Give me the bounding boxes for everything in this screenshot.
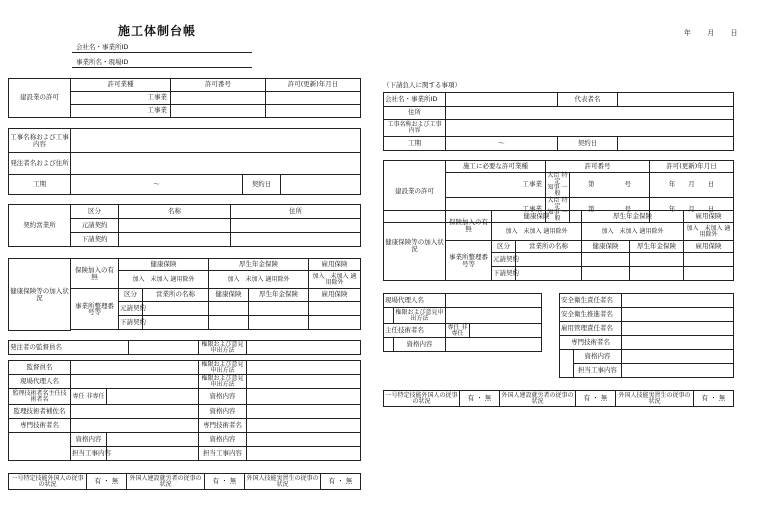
sub-address-field[interactable] (446, 107, 734, 120)
safety-promoter-label: 安全衛生推進者名 (560, 308, 622, 322)
sub-permit-row2-suffix[interactable]: 工事業 (446, 198, 546, 223)
sub-specialist-qualification-label: 資格内容 (574, 350, 622, 364)
governor-label: 知事 一般 (547, 184, 568, 197)
safety-manager-field[interactable] (622, 294, 734, 308)
sub-permit-date-header: 許可(更新)年月日 (650, 161, 734, 173)
sub-ins-health-header: 健康保険 (582, 241, 630, 253)
sub-chief-engineer-field[interactable] (470, 324, 542, 338)
sub-ins-row2-health[interactable] (582, 267, 630, 281)
sub-permit-row1-date[interactable]: 年 月 日 (650, 173, 734, 198)
sub-ins-row2-label: 下請契約 (492, 267, 516, 281)
sub-work-label: 工事名称および工事内容 (384, 120, 446, 137)
ins-employment-col-header: 雇用保険 (309, 289, 361, 302)
supervisor-name-label: 監督員名 (9, 361, 71, 375)
permit-row2-suffix[interactable]: 工事業 (71, 105, 171, 118)
employment-manager-field[interactable] (622, 322, 734, 336)
assistant-field[interactable] (71, 405, 199, 419)
sub-insurance-table (383, 210, 734, 281)
foreign-construction-toggle[interactable]: 有 ・ 無 (205, 474, 245, 490)
subcontractor-heading: （下請負人に関する事項） (383, 81, 461, 89)
sub-office-no-label: 事業所整理番号等 (446, 241, 492, 281)
work-in-charge-label-1: 担当工事内容 (71, 447, 107, 461)
permit-section-label: 建設業の許可 (9, 79, 71, 118)
sub-specialist-qualification-field[interactable] (622, 350, 734, 364)
minister-label: 大臣 特定 (547, 172, 568, 185)
sub-ins-row2-office[interactable] (516, 267, 582, 281)
sub-ins-row1-health[interactable] (582, 253, 630, 267)
sub-pension-header: 厚生年金保険 (582, 211, 684, 223)
foreign-workers-table-left (8, 473, 361, 490)
assistant-qualification-label: 資格内容 (199, 405, 247, 419)
specialist-qualification-label-2: 資格内容 (199, 433, 247, 447)
sub-qualification-field[interactable] (446, 338, 542, 352)
sub-ins-row2-pension[interactable] (630, 267, 684, 281)
ins-kubun-header: 区分 (119, 289, 143, 302)
sub-permit-row1-suffix[interactable]: 工事業 (446, 173, 546, 198)
contract-date-field[interactable] (281, 175, 361, 195)
staff-table (8, 360, 361, 461)
permit-row1-date[interactable] (266, 92, 361, 105)
go-label: 号 (624, 205, 631, 214)
sub-ins-kubun-header: 区分 (492, 241, 516, 253)
specialist-qualification-field-1[interactable] (107, 433, 199, 447)
assistant-label: 監理技術者補佐名 (9, 405, 71, 419)
work-in-charge-label-2: 担当工事内容 (199, 447, 247, 461)
permit-row2-date[interactable] (266, 105, 361, 118)
permit-number-header: 許可番号 (171, 79, 266, 92)
sub-authority-field[interactable] (446, 308, 542, 324)
sub-employment-header: 雇用保険 (684, 211, 734, 223)
supervisor-authority-label: 権限および意見申出方法 (199, 361, 247, 375)
site-agent-label: 現場代理人名 (9, 375, 71, 389)
ins-row2-office[interactable] (143, 316, 209, 330)
sub-foreign-type1-label: 一号特定技能外国人の従事の状況 (385, 391, 458, 405)
ins-row2-employment[interactable] (309, 316, 361, 330)
office-id-label: 事業所名・現場ID (76, 58, 129, 66)
foreign-workers-table-right (383, 390, 734, 407)
sub-authority-label: 権限および意見申出方法 (395, 308, 444, 322)
company-id-label: 会社名・事業所ID (76, 43, 129, 51)
sub-qualification-label: 資格内容 (394, 338, 446, 352)
insurance-enroll-label: 保険加入の有無 (71, 259, 119, 289)
dai-label: 第 (588, 180, 595, 189)
pension-status[interactable]: 加入 未加入 適用除外 (209, 271, 309, 289)
sub-foreign-type1-toggle[interactable]: 有 ・ 無 (460, 391, 500, 407)
sub-site-agent-label: 現場代理人名 (384, 294, 446, 308)
work-in-charge-field-1[interactable] (107, 447, 199, 461)
permit-row2-number[interactable] (171, 105, 266, 118)
specialist-label-2: 専門技術者名 (199, 419, 247, 433)
sub-ins-row1-employment[interactable] (684, 253, 734, 267)
sub-ins-row1-office[interactable] (516, 253, 582, 267)
client-supervisor-label: 発注者の監督員名 (9, 341, 129, 355)
sub-ins-employment-header: 雇用保険 (684, 241, 734, 253)
client-field[interactable] (71, 153, 361, 175)
month-label: 月 (707, 29, 715, 37)
ins-row2-health[interactable] (209, 316, 249, 330)
ins-row1-office[interactable] (143, 302, 209, 316)
subcontractor-info-table (383, 92, 734, 151)
sub-work-field[interactable] (446, 120, 734, 137)
sub-period-label: 工期 (384, 137, 446, 151)
sub-rep-field[interactable] (618, 93, 734, 107)
contract-office-label: 契約営業所 (9, 205, 71, 247)
contract-name-header: 名称 (119, 205, 231, 219)
foreign-trainee-toggle[interactable]: 有 ・ 無 (321, 474, 361, 490)
safety-manager-label: 安全衛生責任者名 (560, 294, 622, 308)
foreign-construction-label: 外国人建設就労者の従事の状況 (127, 474, 205, 490)
sub-health-status[interactable]: 加入 未加入 適用除外 (492, 223, 582, 241)
project-table (8, 128, 361, 195)
sub-permit-row2-date[interactable]: 年 月 日 (650, 198, 734, 223)
period-field[interactable]: ～ (71, 175, 243, 195)
company-id-line (72, 52, 252, 53)
ins-pension-col-header: 厚生年金保険 (249, 289, 309, 302)
contract-row1-name[interactable] (119, 219, 231, 233)
sub-insurance-label: 健康保険等の加入状況 (384, 211, 446, 281)
client-supervisor-field[interactable] (129, 341, 199, 355)
contract-kubun-header: 区分 (71, 205, 119, 219)
sub-contract-date-field[interactable] (618, 137, 734, 151)
sub-chief-fulltime-toggle[interactable]: 専任 非専任 (446, 324, 470, 338)
sub-foreign-trainee-toggle[interactable]: 有 ・ 無 (694, 391, 734, 407)
supervisor-name-field[interactable] (71, 361, 199, 375)
contract-office-table (8, 204, 361, 247)
year-label: 年 (684, 29, 691, 37)
permit-date-header: 許可(更新)年月日 (266, 79, 361, 92)
specialist-label-1: 専門技術者名 (9, 419, 71, 433)
specialist-qualification-label-1: 資格内容 (71, 433, 107, 447)
sub-insurance-enroll-label: 保険加入の有無 (446, 211, 492, 241)
foreign-type1-label: 一号特定技能外国人の従事の状況 (9, 474, 87, 490)
sub-period-field[interactable]: ～ (446, 137, 558, 151)
safety-promoter-field[interactable] (622, 308, 734, 322)
sub-chief-engineer-label: 主任技術者名 (384, 324, 446, 338)
ins-row1-pension[interactable] (249, 302, 309, 316)
ins-health-col-header: 健康保険 (209, 289, 249, 302)
site-agent-authority-label: 権限および意見申出方法 (199, 375, 247, 389)
chief-engineer-field[interactable] (107, 389, 199, 405)
permit-table (8, 78, 361, 118)
client-supervisor-table (8, 340, 361, 355)
sub-ins-row2-employment[interactable] (684, 267, 734, 281)
sub-site-agent-field[interactable] (446, 294, 542, 308)
site-agent-field[interactable] (71, 375, 199, 389)
specialist-qualification-field-2[interactable] (247, 433, 361, 447)
project-name-label: 工事名称および工事内容 (9, 129, 71, 153)
insurance-table (8, 258, 361, 331)
employment-manager-label: 雇用管理責任者名 (560, 322, 622, 336)
chief-engineer-label: 監理技術者名主任技術者名 (9, 389, 71, 405)
work-in-charge-field-2[interactable] (247, 447, 361, 461)
page-title: 施工体制台帳 (118, 24, 197, 38)
ins-row2-pension[interactable] (249, 316, 309, 330)
supervisor-authority-field[interactable] (247, 361, 361, 375)
minister-label: 大臣 特定 (547, 197, 568, 210)
sub-permit-number-header: 許可番号 (546, 161, 650, 173)
sub-specialist-label: 専門技術者名 (560, 336, 622, 350)
sub-company-field[interactable] (446, 93, 558, 107)
sub-specialist-field[interactable] (622, 336, 734, 350)
date-labels (684, 28, 737, 38)
sub-work-in-charge-field[interactable] (622, 364, 734, 378)
insurance-section-label: 健康保険等の加入状況 (9, 259, 71, 331)
contract-row2-address[interactable] (231, 233, 361, 247)
ins-row1-label: 元請契約 (119, 302, 143, 316)
ins-row2-label: 下請契約 (119, 316, 143, 330)
ins-office-name-header: 営業所の名称 (143, 289, 209, 302)
pension-header: 厚生年金保険 (209, 259, 309, 271)
sub-contract-date-label: 契約日 (558, 137, 618, 151)
project-name-field[interactable] (71, 129, 361, 153)
sub-work-in-charge-label: 担当工事内容 (574, 364, 622, 378)
sub-ins-row1-label: 元請契約 (492, 253, 516, 267)
day-label: 日 (730, 29, 738, 37)
employment-status[interactable]: 加入 未加入 適用除外 (309, 271, 361, 289)
period-label: 工期 (9, 175, 71, 195)
office-id-line (72, 67, 252, 68)
sub-safety-table (559, 293, 734, 378)
employment-ins-header: 雇用保険 (309, 259, 361, 271)
sub-permit-type-header: 施工に必要な許可業種 (446, 161, 546, 173)
site-agent-authority-field[interactable] (247, 375, 361, 389)
sub-permit-row1-number[interactable] (570, 173, 650, 198)
contract-row2-name[interactable] (119, 233, 231, 247)
governor-label: 知事 一般 (547, 209, 568, 222)
sub-health-header: 健康保険 (492, 211, 582, 223)
sub-foreign-construction-toggle[interactable]: 有 ・ 無 (576, 391, 616, 407)
ins-row1-employment[interactable] (309, 302, 361, 316)
chief-qualification-field[interactable] (247, 389, 361, 405)
sub-pension-status[interactable]: 加入 未加入 適用除外 (582, 223, 684, 241)
assistant-qualification-field[interactable] (247, 405, 361, 419)
sub-company-label: 会社名・事業所ID (384, 93, 446, 107)
sub-staff-table (383, 293, 542, 352)
client-supervisor-authority-field[interactable] (247, 341, 361, 355)
ins-row1-health[interactable] (209, 302, 249, 316)
contract-row2-label: 下請契約 (71, 233, 119, 247)
permit-row1-suffix[interactable]: 工事業 (71, 92, 171, 105)
contract-date-label: 契約日 (243, 175, 281, 195)
dai-label: 第 (588, 205, 595, 214)
sub-ins-row1-pension[interactable] (630, 253, 684, 267)
sub-rep-label: 代表者名 (558, 93, 618, 107)
sub-foreign-trainee-label: 外国人技能実習生の従事の状況 (616, 391, 694, 407)
sub-employment-status[interactable]: 加入 未加入 適用除外 (684, 223, 734, 241)
client-label: 発注者名および住所 (9, 153, 71, 175)
sub-foreign-construction-label: 外国人建設就労者の従事の状況 (501, 391, 574, 405)
sub-ins-office-name-header: 営業所の名称 (516, 241, 582, 253)
chief-qualification-label: 資格内容 (199, 389, 247, 405)
health-ins-header: 健康保険 (119, 259, 209, 271)
specialist-field-1[interactable] (71, 419, 199, 433)
contract-address-header: 住所 (231, 205, 361, 219)
sub-address-label: 住所 (384, 107, 446, 120)
permit-type-header: 許可業種 (71, 79, 171, 92)
contract-row1-address[interactable] (231, 219, 361, 233)
specialist-field-2[interactable] (247, 419, 361, 433)
foreign-type1-toggle[interactable]: 有 ・ 無 (87, 474, 127, 490)
chief-fulltime-toggle[interactable]: 専任 非専任 (71, 389, 107, 405)
health-ins-status[interactable]: 加入 未加入 適用除外 (119, 271, 209, 289)
office-no-label: 事業所整理番号等 (71, 289, 119, 330)
foreign-trainee-label: 外国人技能実習生の従事の状況 (246, 474, 319, 488)
sub-ins-pension-header: 厚生年金保険 (630, 241, 684, 253)
permit-row1-number[interactable] (171, 92, 266, 105)
sub-permit-row1-authority[interactable] (546, 173, 570, 198)
contract-row1-label: 元請契約 (71, 219, 119, 233)
go-label: 号 (624, 180, 631, 189)
client-supervisor-authority-label: 権限および意見申出方法 (199, 341, 247, 355)
sub-permit-label: 建設業の許可 (384, 161, 446, 223)
